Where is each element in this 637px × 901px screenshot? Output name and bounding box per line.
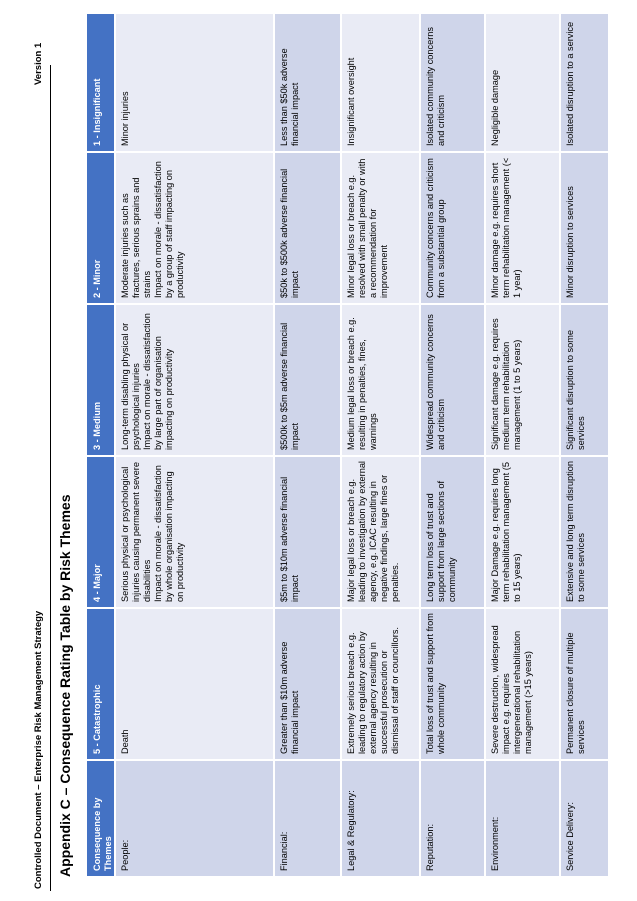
table-cell: Extensive and long term disruption to some services [561,457,608,607]
table-cell: Significant disruption to some services [561,305,608,455]
theme-label: Reputation: [421,761,484,876]
theme-label: Financial: [275,761,340,876]
table-cell: Long term loss of trust and support from large sections of community [421,457,484,607]
table-cell: $500k to $5m adverse financial impact [275,305,340,455]
column-header-insignificant: 1 - Insignificant [87,14,114,151]
table-cell: $5m to $10m adverse financial impact [275,457,340,607]
page-title: Appendix C – Consequence Rating Table by Risk Themes [57,494,73,877]
column-header-themes: Consequence by Themes [87,761,114,876]
table-row-environment [486,14,559,876]
header-divider [50,65,51,891]
column-header-medium: 3 - Medium [87,305,114,455]
table-cell: Minor injuries [116,14,273,151]
table-cell: $50k to $500k adverse financial impact [275,153,340,303]
table-cell: Significant damage e.g. requires medium term rehabilitation management (1 to 5 years) [486,305,559,455]
version-label: Version 1 [33,42,44,85]
table-cell: Serious physical or psychological injuries causing permanent severe disabilities Impact on morale - dissatisfaction by whole organisation impacting on productivity [116,457,273,607]
column-header-major: 4 - Major [87,457,114,607]
table-header-row [87,14,114,876]
table-cell: Negligible damage [486,14,559,151]
table-row-financial [275,14,340,876]
table-cell: Extremely serious breach e.g. leading to regulatory action by external agency resulting in successful prosecution or dismissal of staff or councillors. [342,609,419,759]
table-cell: Total loss of trust and support from whole community [421,609,484,759]
theme-label: People: [116,761,273,876]
table-row-service-delivery [561,14,608,876]
table-cell: Major Damage e.g. requires long term rehabilitation management (5 to 15 years) [486,457,559,607]
table-row-legal [342,14,419,876]
table-cell: Greater than $10m adverse financial impact [275,609,340,759]
consequence-rating-table [85,12,610,878]
table-cell: Long-term disabling physical or psychological injuries Impact on morale - dissatisfaction by large part of organisation impacting on productivity [116,305,273,455]
table-cell: Community concerns and criticism from a substantial group [421,153,484,303]
table-cell: Death [116,609,273,759]
column-header-minor: 2 - Minor [87,153,114,303]
table-cell: Insignificant oversight [342,14,419,151]
table-cell: Widespread community concerns and criticism [421,305,484,455]
column-header-catastrophic: 5 - Catastrophic [87,609,114,759]
table-row-reputation [421,14,484,876]
theme-label: Service Delivery: [561,761,608,876]
table-cell: Severe destruction, widespread impact e.g. requires intergenerational rehabilitation management (>15 years) [486,609,559,759]
table-cell: Minor legal loss or breach e.g. resolved with small penalty or with a recommendation for improvement [342,153,419,303]
table-cell: Major legal loss or breach e.g. leading to investigation by external agency, e.g. ICAC resulting in negative findings, large fines or penalties. [342,457,419,607]
table-cell: Less than $50k adverse financial impact [275,14,340,151]
table-row-people [116,14,273,876]
table-cell: Minor disruption to services [561,153,608,303]
table-cell: Isolated community concerns and criticism [421,14,484,151]
table-cell: Isolated disruption to a service [561,14,608,151]
table-cell: Medium legal loss or breach e.g. resulting in penalties, fines, warnings [342,305,419,455]
document-header: Controlled Document – Enterprise Risk Management Strategy [33,610,44,889]
theme-label: Legal & Regulatory: [342,761,419,876]
table-cell: Permanent closure of multiple services [561,609,608,759]
theme-label: Environment: [486,761,559,876]
table-cell: Minor damage e.g. requires short term rehabilitation management (< 1 year) [486,153,559,303]
table-cell: Moderate injuries such as fractures, serious sprains and strains Impact on morale - dissatisfaction by a group of staff impacting on productivity [116,153,273,303]
